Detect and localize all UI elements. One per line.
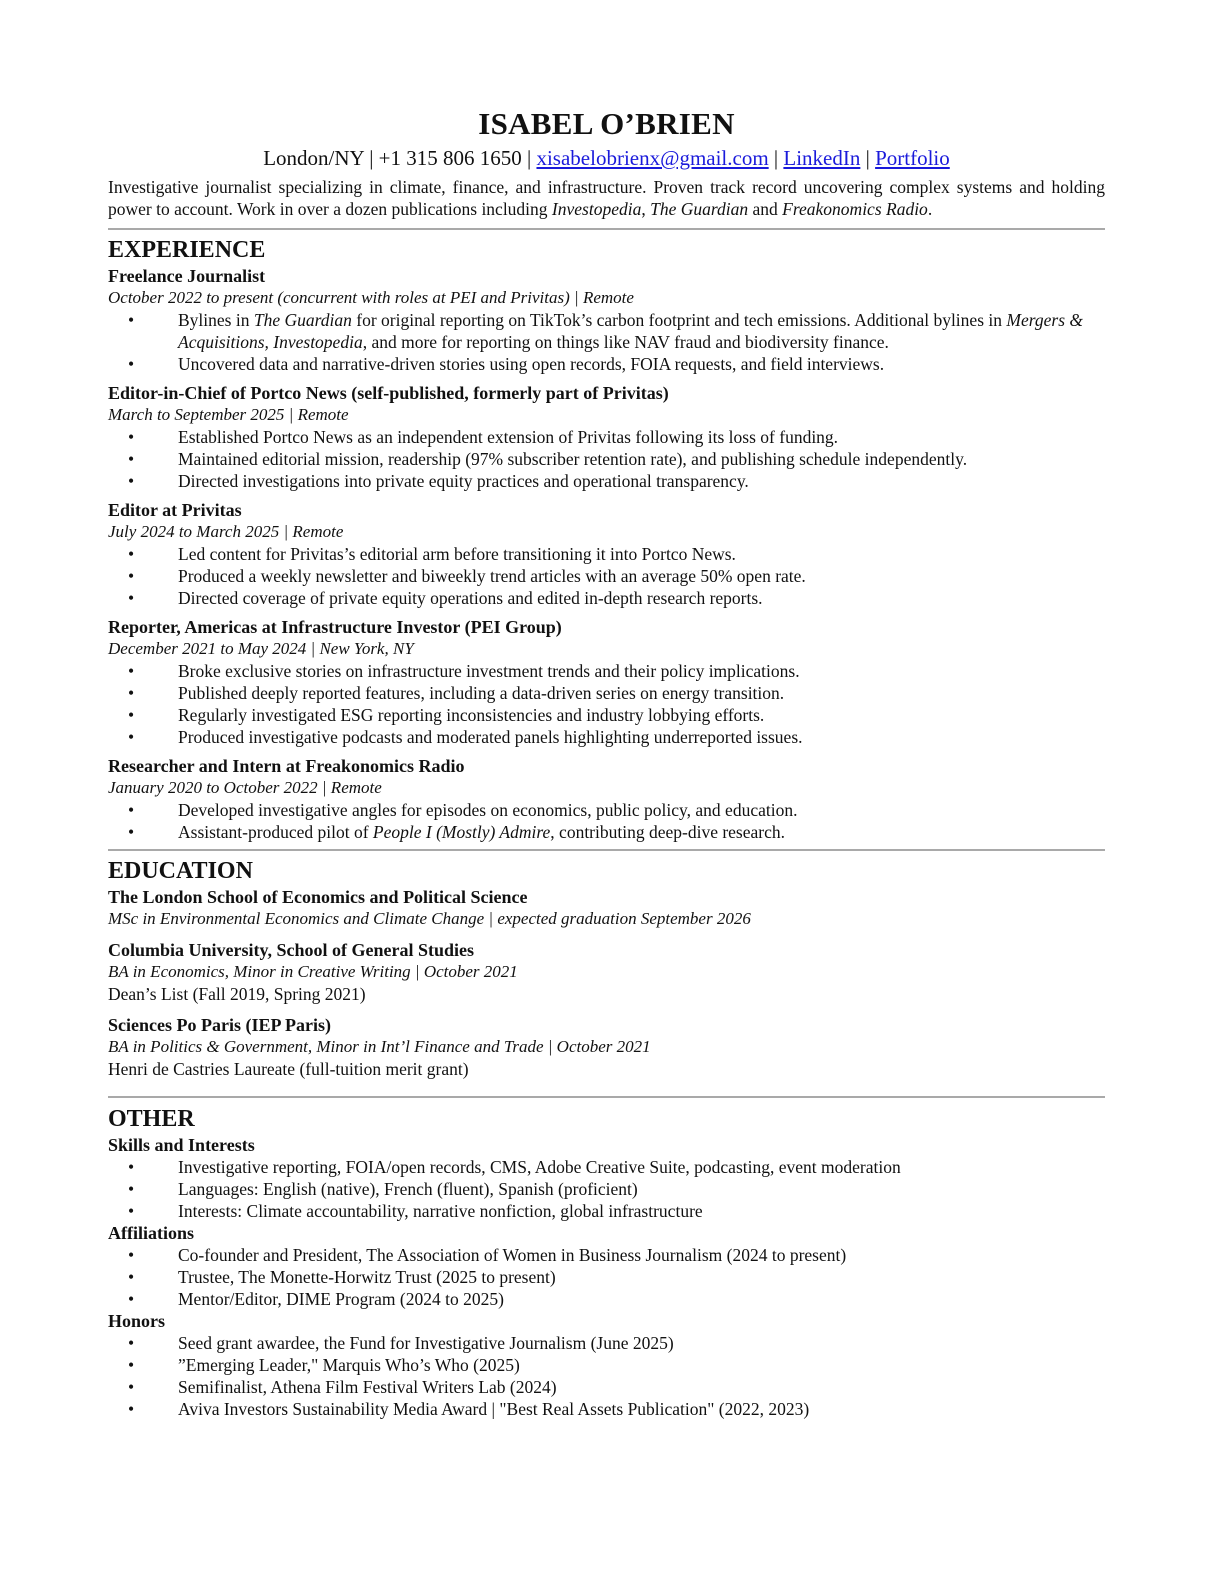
school-name: Columbia University, School of General Studies [108, 940, 475, 960]
bullet-item: • Published deeply reported features, including a data-driven series on energy transition. [108, 682, 1105, 704]
job-title: Editor-in-Chief of Portco News (self-published, formerly part of Privitas) [108, 383, 669, 403]
contact-line [108, 144, 1105, 172]
school-entry [108, 886, 1105, 930]
bullet-item: • Interests: Climate accountability, narrative nonfiction, global infrastructure [108, 1200, 1105, 1222]
bullet-text: for original reporting on TikTok’s carbon footprint and tech emissions. Additional bylines in [351, 310, 1007, 330]
bullet-item [108, 821, 1105, 843]
bullet-item: • Broke exclusive stories on infrastructure investment trends and their policy implications. [108, 660, 1105, 682]
section-divider [108, 228, 1105, 230]
bullet-item: • Maintained editorial mission, readership (97% subscriber retention rate), and publishing schedule independently. [108, 448, 1105, 470]
job-bullets [108, 543, 1105, 609]
job-meta: July 2024 to March 2025 | Remote [108, 522, 344, 541]
group-title: Honors [108, 1311, 166, 1331]
degree: MSc in Environmental Economics and Climate Change | expected graduation September 2026 [108, 909, 751, 928]
school-name: The London School of Economics and Political Science [108, 887, 528, 907]
portfolio-link[interactable]: Portfolio [875, 146, 950, 170]
job-title: Freelance Journalist [108, 266, 266, 286]
publication-name: Freakonomics Radio [782, 199, 928, 219]
bullet-item: • Developed investigative angles for episodes on economics, public policy, and education. [108, 799, 1105, 821]
publication-name: The Guardian [253, 310, 352, 330]
job-title: Editor at Privitas [108, 500, 242, 520]
section-title-experience: EXPERIENCE [108, 237, 266, 263]
summary-text: Investigative journalist specializing in climate, finance, and infrastructure. Proven track record uncovering complex systems and holding power to account. Work in over a dozen publications including [108, 177, 1105, 219]
candidate-name: ISABEL O’BRIEN [478, 106, 735, 141]
summary-text: , [641, 199, 651, 219]
bullet-item: • Produced investigative podcasts and moderated panels highlighting underreported issues. [108, 726, 1105, 748]
bullet-item [108, 309, 1105, 353]
bullet-item: • Aviva Investors Sustainability Media Award | "Best Real Assets Publication" (2022, 2023) [108, 1398, 1105, 1420]
bullet-item: • Trustee, The Monette-Horwitz Trust (2025 to present) [108, 1266, 1105, 1288]
bullet-item: • Uncovered data and narrative-driven stories using open records, FOIA requests, and field interviews. [108, 353, 1105, 375]
job-bullets [108, 660, 1105, 748]
bullet-item: • Directed coverage of private equity operations and edited in-depth research reports. [108, 587, 1105, 609]
bullet-text: , contributing deep-dive research. [550, 822, 785, 842]
separator: | [363, 146, 379, 170]
job-entry [108, 755, 1105, 843]
bullet-item: • Produced a weekly newsletter and biweekly trend articles with an average 50% open rate. [108, 565, 1105, 587]
email-link[interactable]: xisabelobrienx@gmail.com [536, 146, 769, 170]
job-bullets [108, 309, 1105, 375]
publication-name: The Guardian [650, 199, 749, 219]
degree: BA in Politics & Government, Minor in Int’l Finance and Trade | October 2021 [108, 1037, 651, 1056]
separator: | [860, 146, 876, 170]
degree: BA in Economics, Minor in Creative Writing | October 2021 [108, 962, 518, 981]
job-entry [108, 382, 1105, 492]
separator: | [521, 146, 537, 170]
job-meta: March to September 2025 | Remote [108, 405, 349, 424]
job-bullets [108, 426, 1105, 492]
bullet-item: • Co-founder and President, The Association of Women in Business Journalism (2024 to present) [108, 1244, 1105, 1266]
linkedin-link[interactable]: LinkedIn [783, 146, 861, 170]
section-title-other: OTHER [108, 1106, 195, 1132]
group-title: Affiliations [108, 1223, 195, 1243]
school-note: Henri de Castries Laureate (full-tuition merit grant) [108, 1059, 469, 1079]
bullet-item: • Regularly investigated ESG reporting inconsistencies and industry lobbying efforts. [108, 704, 1105, 726]
job-meta: December 2021 to May 2024 | New York, NY [108, 639, 414, 658]
bullet-item: • Mentor/Editor, DIME Program (2024 to 2025) [108, 1288, 1105, 1310]
section-divider [108, 849, 1105, 851]
school-entry [108, 939, 1105, 1005]
resume-content [108, 104, 1105, 1420]
publication-name: Investopedia [551, 199, 642, 219]
school-name: Sciences Po Paris (IEP Paris) [108, 1015, 331, 1035]
summary-text: . [927, 199, 933, 219]
bullet-item: • Directed investigations into private equity practices and operational transparency. [108, 470, 1105, 492]
job-bullets [108, 799, 1105, 843]
job-entry [108, 616, 1105, 748]
location: London/NY [263, 146, 364, 170]
podcast-name: People I (Mostly) Admire [372, 822, 551, 842]
bullet-text: , and more for reporting on things like NAV fraud and biodiversity finance. [362, 332, 889, 352]
other-group [108, 1134, 1105, 1222]
other-group [108, 1310, 1105, 1420]
separator: | [768, 146, 784, 170]
job-title: Researcher and Intern at Freakonomics Radio [108, 756, 465, 776]
job-meta: October 2022 to present (concurrent with roles at PEI and Privitas) | Remote [108, 288, 634, 307]
school-note: Dean’s List (Fall 2019, Spring 2021) [108, 984, 366, 1004]
bullet-item: • Led content for Privitas’s editorial arm before transitioning it into Portco News. [108, 543, 1105, 565]
group-bullets [108, 1244, 1105, 1310]
school-entry [108, 1014, 1105, 1080]
summary [108, 176, 1105, 220]
bullet-text: Bylines in [178, 310, 254, 330]
job-meta: January 2020 to October 2022 | Remote [108, 778, 382, 797]
section-title-education: EDUCATION [108, 858, 253, 884]
bullet-item: • Seed grant awardee, the Fund for Investigative Journalism (June 2025) [108, 1332, 1105, 1354]
job-entry [108, 265, 1105, 375]
job-title: Reporter, Americas at Infrastructure Investor (PEI Group) [108, 617, 562, 637]
phone: +1 315 806 1650 [378, 146, 522, 170]
group-bullets [108, 1156, 1105, 1222]
summary-text: and [748, 199, 783, 219]
bullet-item: • ”Emerging Leader," Marquis Who’s Who (2025) [108, 1354, 1105, 1376]
group-title: Skills and Interests [108, 1135, 255, 1155]
other-group [108, 1222, 1105, 1310]
job-entry [108, 499, 1105, 609]
bullet-item: • Languages: English (native), French (fluent), Spanish (proficient) [108, 1178, 1105, 1200]
bullet-item: • Semifinalist, Athena Film Festival Writers Lab (2024) [108, 1376, 1105, 1398]
section-divider [108, 1096, 1105, 1098]
bullet-item: • Investigative reporting, FOIA/open records, CMS, Adobe Creative Suite, podcasting, event moderation [108, 1156, 1105, 1178]
bullet-item: • Established Portco News as an independent extension of Privitas following its loss of funding. [108, 426, 1105, 448]
bullet-text: Assistant-produced pilot of [178, 822, 373, 842]
group-bullets [108, 1332, 1105, 1420]
publication-name: Mergers & Acquisitions, Investopedia [178, 310, 1084, 352]
